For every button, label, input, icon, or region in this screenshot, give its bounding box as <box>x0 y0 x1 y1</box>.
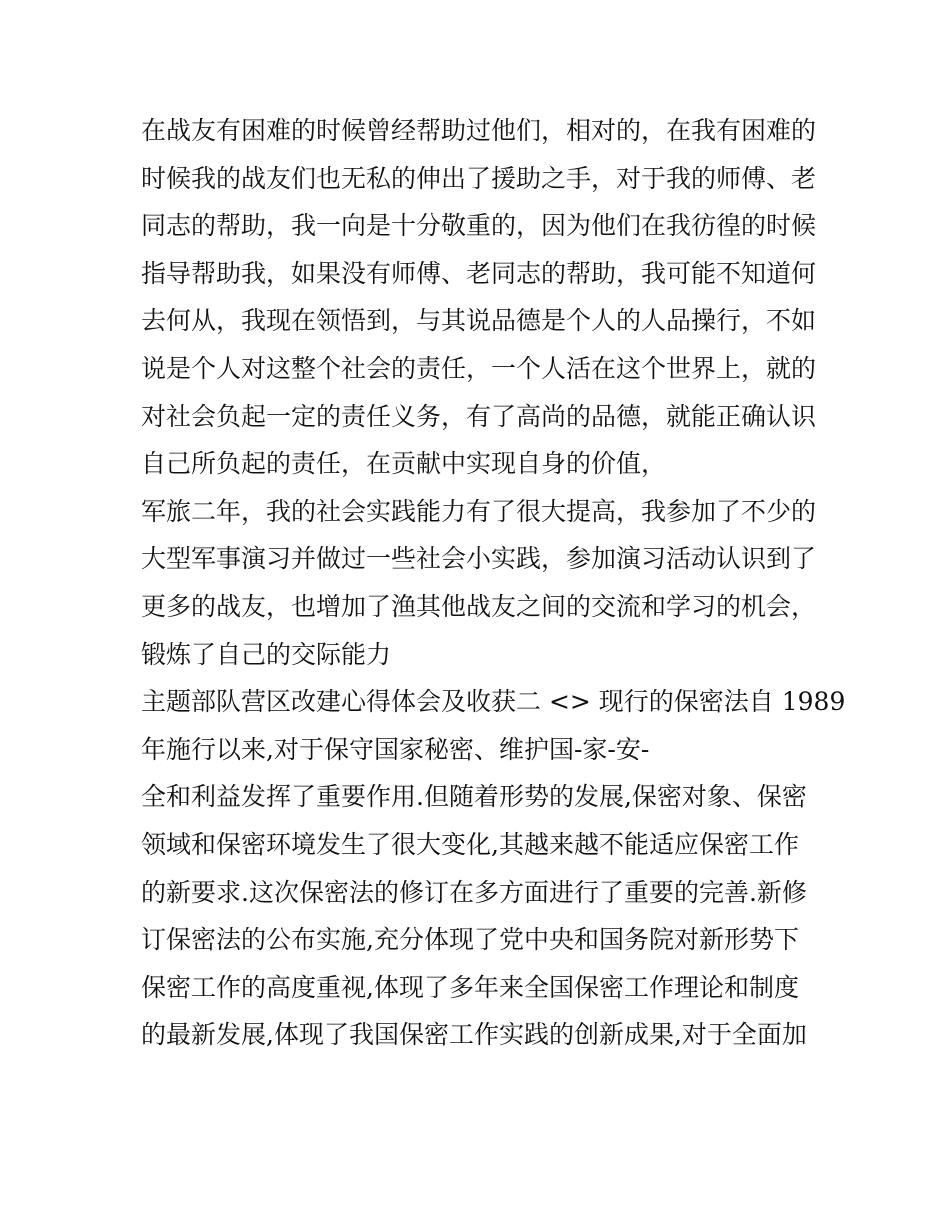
text-line: 在战友有困难的时候曾经帮助过他们，相对的，在我有困难的 <box>141 116 817 145</box>
text-line: 去何从，我现在领悟到，与其说品德是个人的人品操行，不如 <box>141 306 817 336</box>
text-line: 同志的帮助，我一向是十分敬重的，因为他们在我彷徨的时候 <box>141 211 817 241</box>
text-line: 年施行以来,对于保守国家秘密、维护国-家-安- <box>141 734 650 764</box>
text-line: 自己所负起的责任，在贡献中实现自身的价值， <box>141 449 667 479</box>
text-line: 主题部队营区改建心得体会及收获二 <> 现行的保密法自 1989 <box>141 687 846 717</box>
text-line: 锻炼了自己的交际能力 <box>141 639 392 669</box>
text-line: 时候我的战友们也无私的伸出了援助之手，对于我的师傅、老 <box>141 163 817 193</box>
text-line: 的新要求.这次保密法的修订在多方面进行了重要的完善.新修 <box>141 877 807 907</box>
text-line: 订保密法的公布实施,充分体现了党中央和国务院对新形势下 <box>141 925 799 955</box>
text-line: 领域和保密环境发生了很大变化,其越来越不能适应保密工作 <box>141 829 799 859</box>
text-line: 大型军事演习并做过一些社会小实践，参加演习活动认识到了 <box>141 544 817 574</box>
text-line: 说是个人对这整个社会的责任，一个人活在这个世界上，就的 <box>141 353 817 383</box>
text-line: 全和利益发挥了重要作用.但随着形势的发展,保密对象、保密 <box>141 782 807 812</box>
text-line: 军旅二年，我的社会实践能力有了很大提高，我参加了不少的 <box>141 496 817 526</box>
text-line: 指导帮助我，如果没有师傅、老同志的帮助，我可能不知道何 <box>141 258 817 288</box>
text-line: 更多的战友，也增加了渔其他战友之间的交流和学习的机会， <box>141 591 817 621</box>
body-text <box>141 107 846 1059</box>
text-line: 对社会负起一定的责任义务，有了高尚的品德，就能正确认识 <box>141 401 817 431</box>
text-line: 保密工作的高度重视,体现了多年来全国保密工作理论和制度 <box>141 972 799 1002</box>
text-line: 的最新发展,体现了我国保密工作实践的创新成果,对于全面加 <box>141 1020 807 1050</box>
